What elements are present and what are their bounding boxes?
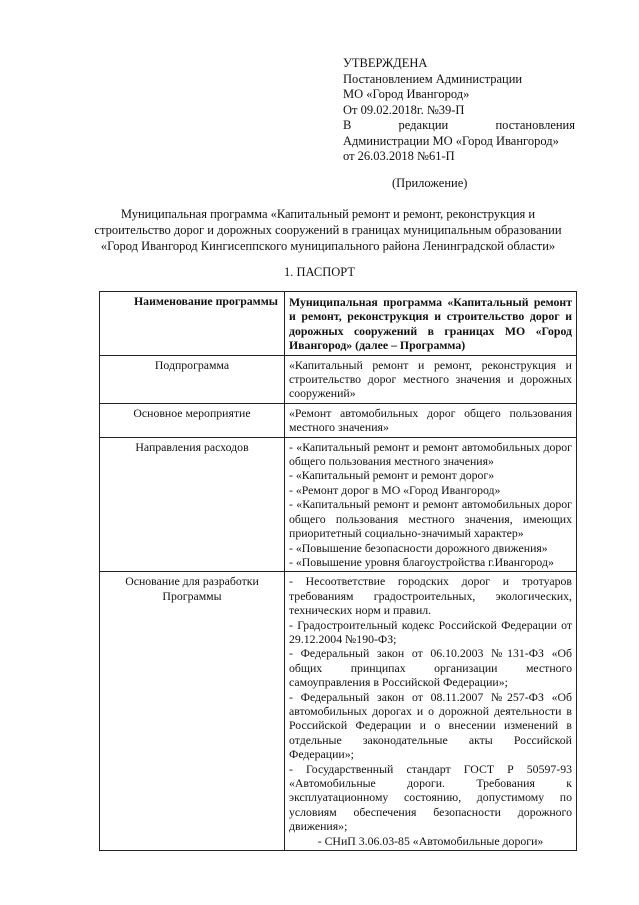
row-name: Основание для разработки Программы: [100, 572, 285, 851]
approval-heading: УТВЕРЖДЕНА: [343, 56, 428, 70]
row-name: Основное мероприятие: [100, 403, 285, 437]
row-value: [285, 572, 577, 851]
table-row: [100, 355, 577, 403]
approval-revision-line: [343, 118, 575, 134]
expense-item: - «Капитальный ремонт и ремонт дорог»: [289, 468, 495, 483]
expense-item: - «Ремонт дорог в МО «Город Ивангород»: [289, 482, 501, 497]
basis-item: - Государственный стандарт ГОСТ Р 50597-93 «Автомобильные дороги. Требования к эксплуатационному состоянию, допустимому по условиям обеспечения безопасности дорожного движения»;: [289, 761, 572, 834]
approval-block: [343, 56, 575, 165]
approval-revision-word-1: В: [343, 118, 352, 132]
expense-item: - «Капитальный ремонт и ремонт автомобильных дорог общего пользования местного значения»: [289, 439, 572, 469]
expense-item: - «Капитальный ремонт и ремонт автомобильных дорог общего пользования местного значения, имеющих приоритетный социально-значимый характер»: [289, 497, 572, 541]
table-row: [100, 403, 577, 437]
approval-revision-word-3: постановления: [495, 118, 575, 132]
program-title-line-2: строительство дорог и дорожных сооружений в границах муниципальным образовании: [94, 223, 562, 237]
row-value: «Капитальный ремонт и ремонт, реконструкция и строительство дорог местного значения и дорожных сооружений»: [285, 355, 577, 403]
expense-item: - «Повышение безопасности дорожного движения»: [289, 540, 548, 555]
approval-revision-date: от 26.03.2018 №61-П: [343, 149, 455, 163]
program-title-line-1: Муниципальная программа «Капитальный ремонт и ремонт, реконструкция и: [120, 207, 536, 221]
row-value: Муниципальная программа «Капитальный ремонт и ремонт, реконструкция и строительство дорог и дорожных сооружений в границах МО «Город Ивангород» (далее – Программа): [285, 292, 577, 356]
basis-item: - СНиП 3.06.03-85 «Автомобильные дороги»: [317, 833, 544, 848]
table-row: [100, 572, 577, 851]
row-value: [285, 437, 577, 572]
basis-item: - Федеральный закон от 06.10.2003 №131-ФЗ «Об общих принципах организации местного самоуправления в Российской Федерации»;: [289, 646, 572, 690]
approval-municipality: МО «Город Ивангород»: [343, 87, 470, 101]
expense-item: - «Повышение уровня благоустройства г.Ивангород»: [289, 554, 554, 569]
approval-date-number: От 09.02.2018г. №39-П: [343, 102, 465, 117]
basis-item: - Несоответствие городских дорог и тротуаров требованиям градостроительных, экологических, технических норм и правил.: [289, 574, 572, 618]
approval-revision-word-2: редакции: [398, 118, 449, 132]
program-title: [88, 206, 568, 254]
table-row: [100, 437, 577, 572]
approval-resolution: Постановлением Администрации: [343, 71, 523, 86]
basis-item: - Градостроительный кодекс Российской Федерации от 29.12.2004 №190-ФЗ;: [289, 617, 572, 646]
row-name: Направления расходов: [100, 437, 285, 572]
row-value: «Ремонт автомобильных дорог общего пользования местного значения»: [285, 403, 577, 437]
program-title-line-3: «Город Ивангород Кингисеппского муниципального района Ленинградской области»: [100, 239, 556, 253]
section-heading: 1. ПАСПОРТ: [283, 265, 356, 279]
basis-item: - Федеральный закон от 08.11.2007 №257-ФЗ «Об автомобильных дорогах и о дорожной деятельности в Российской Федерации и о внесении изменений в отдельные законодательные акты Российской Федерации»;: [289, 689, 572, 762]
approval-administration: Администрации МО «Город Ивангород»: [343, 133, 559, 148]
row-name: Наименование программы: [100, 292, 285, 356]
passport-table: [99, 291, 577, 851]
row-name: Подпрограмма: [100, 355, 285, 403]
table-row: [100, 292, 577, 356]
appendix-label: (Приложение): [392, 176, 468, 190]
